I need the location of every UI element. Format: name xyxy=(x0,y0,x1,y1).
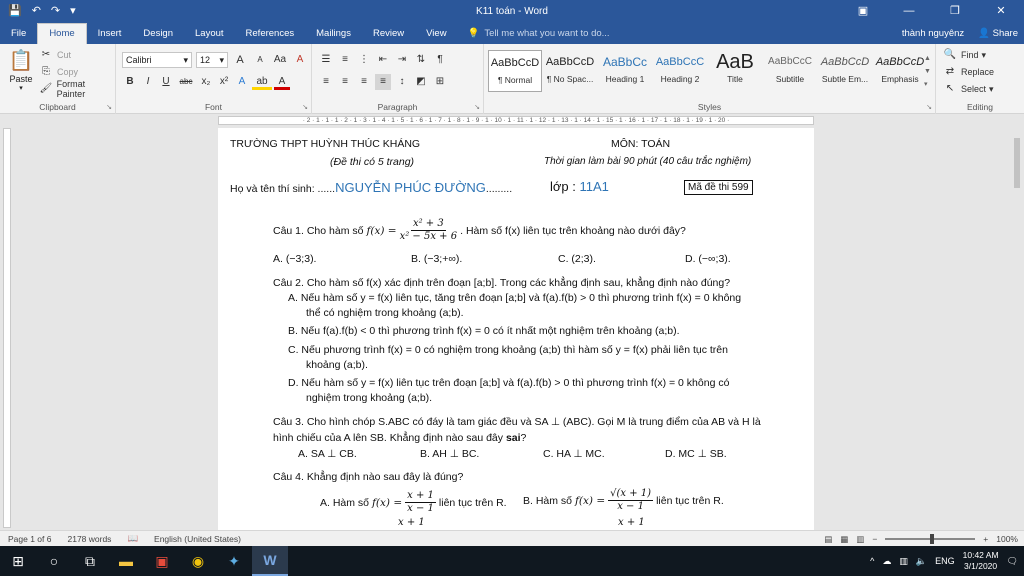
clipboard-icon: 📋 xyxy=(8,50,34,72)
file-explorer-icon[interactable]: ▬ xyxy=(119,553,133,569)
share-button[interactable] xyxy=(978,28,1018,39)
paragraph-group xyxy=(312,44,484,114)
style-subtitle[interactable] xyxy=(763,50,817,92)
styles-scroll[interactable]: ▲ ▼ ▾ xyxy=(924,55,931,88)
q4-a-denominator: x − 1 xyxy=(407,503,434,514)
q4-b-numerator: √(x + 1) xyxy=(610,488,652,499)
underline-button[interactable]: U xyxy=(162,76,170,87)
q3-option-c: C. HA ⊥ MC. xyxy=(543,448,605,460)
clear-formatting-icon[interactable]: A xyxy=(296,54,304,65)
font-size-combo[interactable] xyxy=(196,52,228,68)
lightbulb-icon: 💡 xyxy=(467,28,480,39)
numbering-icon[interactable]: ≡ xyxy=(342,54,348,65)
cut-label: Cut xyxy=(57,50,72,60)
cursor-icon: ↖ xyxy=(945,83,955,94)
q4-b-prefix: B. Hàm số xyxy=(523,494,573,507)
find-button[interactable] xyxy=(942,47,986,63)
undo-icon[interactable]: ↶ xyxy=(31,4,41,17)
q2-option-b: B. Nếu f(a).f(b) < 0 thì phương trình f(x) = 0 có ít nhất một nghiệm trên khoảng (a;b). xyxy=(288,325,680,337)
q4-a-fx: f(x) = xyxy=(372,496,403,509)
line-spacing-icon[interactable]: ↕ xyxy=(399,76,405,87)
q2-option-a-line1: A. Nếu hàm số y = f(x) liên tục, tăng trên đoạn [a;b] và f(a).f(b) > 0 thì phương trình f(x) = 0 không xyxy=(288,292,742,304)
cut-button[interactable] xyxy=(38,47,71,63)
tab-view[interactable]: View xyxy=(426,28,447,39)
highlight-icon[interactable]: ab xyxy=(252,74,272,90)
read-mode-icon[interactable]: ▤ xyxy=(824,533,833,544)
q4-a-suffix: liên tục trên R. xyxy=(438,496,507,509)
q3-option-b: B. AH ⊥ BC. xyxy=(420,448,480,460)
q3-line2-end: ? xyxy=(520,432,527,444)
q4-next-fraction-numerator: x + 1 xyxy=(398,517,425,528)
word-app-icon[interactable]: W xyxy=(252,546,288,576)
question-1 xyxy=(273,218,686,243)
paragraph-group-label: Paragraph xyxy=(377,102,418,112)
cloud-icon[interactable]: ☁ xyxy=(882,555,892,566)
decrease-indent-icon[interactable]: ⇤ xyxy=(378,54,388,65)
tab-mailings[interactable]: Mailings xyxy=(316,28,351,39)
save-icon[interactable]: 💾 xyxy=(8,4,22,17)
q1-option-c: C. (2;3). xyxy=(558,253,596,265)
clipboard-group xyxy=(0,44,116,114)
styles-group-label: Styles xyxy=(697,102,722,112)
sort-icon[interactable]: ⇅ xyxy=(416,54,426,65)
ribbon-display-options-icon[interactable]: ▣ xyxy=(857,5,869,17)
style-sample: AaBbCcD xyxy=(490,57,540,69)
zoom-out-icon[interactable]: − xyxy=(872,534,878,544)
paintbrush-icon: 🖌 xyxy=(39,83,53,94)
q3-line2-text: hình chiếu của A lên SB. Khẳng định nào sau đây xyxy=(273,432,504,444)
notifications-icon[interactable]: 🗨 xyxy=(1006,555,1018,566)
style-sample: AaBbCcD xyxy=(820,56,870,68)
style-sample: AaB xyxy=(716,51,754,73)
title-bar xyxy=(0,0,1024,22)
q1-numerator: x² + 3 xyxy=(412,218,444,229)
copy-label: Copy xyxy=(57,67,79,77)
subscript-button[interactable]: x₂ xyxy=(201,76,211,87)
q1-denominator: x² − 5x + 6 xyxy=(399,231,458,242)
format-painter-label: Format Painter xyxy=(56,79,86,99)
style-sample: AaBbCcD xyxy=(875,56,925,68)
q4-option-b xyxy=(523,488,724,513)
windows-taskbar xyxy=(0,546,1024,576)
class-value: 11A1 xyxy=(579,179,609,194)
ribbon-tabs xyxy=(0,22,1024,44)
style-name: Heading 1 xyxy=(605,74,645,84)
time-note: Thời gian làm bài 90 phút (40 câu trắc nghiệm) xyxy=(544,156,752,167)
zoom-slider-thumb[interactable] xyxy=(930,534,934,544)
style-sample: AaBbCc xyxy=(602,55,648,69)
font-group xyxy=(116,44,312,114)
tell-me-placeholder: Tell me what you want to do... xyxy=(484,28,610,39)
shading-icon[interactable]: ◩ xyxy=(416,76,426,87)
style-emphasis[interactable] xyxy=(873,50,927,92)
network-icon[interactable]: ▥ xyxy=(899,555,908,566)
q3-option-d: D. MC ⊥ SB. xyxy=(665,448,727,460)
store-icon[interactable]: ▣ xyxy=(155,552,169,569)
borders-icon[interactable]: ⊞ xyxy=(435,76,445,87)
class-line xyxy=(550,179,609,194)
ruler-scale: · 2 · 1 · 1 · 1 · 2 · 1 · 3 · 1 · 4 · 1 · 5 · 1 · 6 · 1 · 7 · 1 · 8 · 1 · 9 · 1 · 10 · 1 · 11 · 1 · 12 · 1 · 13 · 1 · 14 · 1 · 15 · 1 · 16 · 1 · 17 · 1 · 18 · 1 · 19 · 1 · 20 · xyxy=(218,116,814,125)
q4-b-denominator: x − 1 xyxy=(617,501,644,512)
restore-button[interactable]: ❐ xyxy=(950,5,960,17)
school-name: TRƯỜNG THPT HUỲNH THÚC KHÁNG xyxy=(230,138,421,150)
clock-date: 3/1/2020 xyxy=(964,561,998,571)
tell-me-box[interactable] xyxy=(458,24,620,44)
windows-start-icon[interactable]: ⊞ xyxy=(12,552,24,569)
grow-font-icon[interactable]: A xyxy=(236,54,244,66)
editing-group-label: Editing xyxy=(967,102,993,112)
scissors-icon: ✂ xyxy=(41,49,51,60)
find-label: Find xyxy=(961,50,979,60)
zoom-slider[interactable] xyxy=(885,538,975,540)
minimize-button[interactable]: — xyxy=(903,5,915,17)
customize-qat-icon[interactable]: ▾ xyxy=(70,4,76,17)
style-name: Subtitle xyxy=(775,74,805,84)
style-name: Heading 2 xyxy=(660,74,700,84)
q2-option-d-line1: D. Nếu hàm số y = f(x) liên tục trên đoạn [a;b] và f(a).f(b) > 0 thì phương trình f(x) = 0 không có xyxy=(288,377,730,389)
volume-icon[interactable]: 🔈 xyxy=(915,555,928,566)
q2-option-a-line2: thể có nghiệm trong khoảng (a;b). xyxy=(306,307,464,319)
q4-option-a xyxy=(320,490,507,515)
quick-access-toolbar xyxy=(0,6,200,17)
vertical-ruler-scale xyxy=(3,128,11,528)
exam-code: Mã đề thi 599 xyxy=(684,180,753,195)
q4-b-fx: f(x) = xyxy=(575,494,606,507)
search-icon: 🔍 xyxy=(943,49,957,60)
pages-note: (Đề thi có 5 trang) xyxy=(330,156,415,168)
style-heading-2[interactable] xyxy=(653,50,707,92)
style-name: Emphasis xyxy=(881,74,919,84)
shrink-font-icon[interactable]: A xyxy=(257,55,263,64)
q1-option-a: A. (−3;3). xyxy=(273,253,317,265)
q1-prefix: Câu 1. Cho hàm số xyxy=(273,224,364,237)
dialog-launcher-icon[interactable]: ↘ xyxy=(926,104,932,111)
style-title[interactable] xyxy=(708,50,762,92)
student-name: NGUYỄN PHÚC ĐƯỜNG xyxy=(335,180,486,195)
share-label: Share xyxy=(992,27,1018,39)
document-page[interactable] xyxy=(218,128,814,530)
style-heading-1[interactable] xyxy=(598,50,652,92)
user-name[interactable]: thành nguyênz xyxy=(901,27,965,39)
print-layout-icon[interactable]: ▦ xyxy=(840,533,849,544)
q2-stem: Câu 2. Cho hàm số f(x) xác định trên đoạn [a;b]. Trong các khẳng định sau, khẳng định nào đúng? xyxy=(273,277,731,289)
multilevel-list-icon[interactable]: ⋮ xyxy=(359,54,369,65)
system-tray xyxy=(870,546,1024,576)
align-center-icon[interactable]: ≡ xyxy=(342,76,348,87)
q1-option-b: B. (−3;+∞). xyxy=(411,253,463,265)
tab-references[interactable]: References xyxy=(245,28,295,39)
style-name: Subtle Em... xyxy=(821,74,869,84)
style-name: Title xyxy=(727,74,743,84)
chevron-up-icon[interactable]: ^ xyxy=(870,556,875,566)
format-painter-button[interactable] xyxy=(38,81,115,97)
q1-fraction xyxy=(400,218,458,243)
vertical-ruler[interactable] xyxy=(0,128,14,530)
paste-label: Paste xyxy=(9,74,33,84)
chevron-down-icon: ▾ xyxy=(981,49,987,60)
increase-indent-icon[interactable]: ⇥ xyxy=(397,54,407,65)
input-language[interactable]: ENG xyxy=(935,556,955,566)
horizontal-ruler[interactable] xyxy=(0,114,1024,127)
q4-next-fraction-numerator-2: x + 1 xyxy=(618,517,645,528)
tab-home[interactable]: Home xyxy=(37,23,86,44)
q4-a-prefix: A. Hàm số xyxy=(320,496,370,509)
style-sample: AaBbCcC xyxy=(655,56,705,68)
justify-icon[interactable]: ≡ xyxy=(375,74,391,90)
tab-file[interactable]: File xyxy=(11,28,27,39)
font-name-combo[interactable] xyxy=(122,52,192,68)
status-bar xyxy=(0,530,1024,546)
proofing-icon[interactable]: 📖 xyxy=(127,533,139,543)
paste-button[interactable] xyxy=(6,48,36,92)
name-label: Họ và tên thí sinh: ...... xyxy=(230,183,336,195)
font-size-value: 12 xyxy=(200,55,211,65)
q1-suffix: . Hàm số f(x) liên tục trên khoảng nào dưới đây? xyxy=(460,224,686,237)
q2-option-c-line1: C. Nếu phương trình f(x) = 0 có nghiệm trong khoảng (a;b) thì hàm số y = f(x) phải liên tục trên xyxy=(288,344,728,356)
redo-icon[interactable]: ↷ xyxy=(50,4,61,17)
tab-review[interactable]: Review xyxy=(372,28,405,39)
style-sample: AaBbCcD xyxy=(545,56,595,68)
language[interactable]: English (United States) xyxy=(154,533,241,544)
name-dots: ......... xyxy=(485,183,513,195)
chevron-down-icon: ▾ xyxy=(989,83,994,94)
q3-emphasis-word: sai xyxy=(505,432,521,444)
italic-button[interactable]: I xyxy=(146,76,150,87)
replace-label: Replace xyxy=(961,67,995,77)
style-sample: AaBbCcC xyxy=(768,56,812,67)
q3-line2 xyxy=(273,432,526,444)
web-layout-icon[interactable]: ▥ xyxy=(856,533,865,544)
copy-icon: ⎘ xyxy=(42,66,50,77)
word-count[interactable]: 2178 words xyxy=(67,533,112,544)
zoom-level[interactable]: 100% xyxy=(996,534,1018,544)
strikethrough-button[interactable]: abc xyxy=(179,77,193,86)
q4-b-suffix: liên tục trên R. xyxy=(656,494,724,507)
font-group-label: Font xyxy=(204,102,222,112)
clock-time: 10:42 AM xyxy=(962,550,999,560)
style-name: ¶ No Spac... xyxy=(546,74,594,84)
q1-fx: f(x) = xyxy=(366,224,397,237)
pilcrow-icon[interactable]: ¶ xyxy=(437,54,443,65)
q2-option-d-line2: nghiệm trong khoảng (a;b). xyxy=(306,392,433,404)
select-button[interactable] xyxy=(942,81,994,97)
q2-option-c-line2: khoảng (a;b). xyxy=(306,359,368,371)
editing-group xyxy=(936,44,1024,114)
dialog-launcher-icon[interactable]: ↘ xyxy=(302,104,308,111)
style-normal[interactable] xyxy=(488,50,542,92)
q3-line1: Câu 3. Cho hình chóp S.ABC có đáy là tam giác đều và SA ⊥ (ABC). Gọi M là trung điểm của AB và H là xyxy=(273,416,761,428)
chevron-down-icon: ▾ xyxy=(183,54,188,65)
text-effects-icon[interactable]: A xyxy=(238,76,246,87)
align-right-icon[interactable]: ≡ xyxy=(361,76,367,87)
app-icon[interactable]: ✦ xyxy=(228,552,240,569)
select-label: Select xyxy=(961,84,987,94)
person-icon: 👤 xyxy=(978,27,993,39)
tab-layout[interactable]: Layout xyxy=(195,28,224,39)
scroll-thumb[interactable] xyxy=(1014,138,1020,188)
font-color-icon[interactable]: A xyxy=(274,74,290,90)
tab-design[interactable]: Design xyxy=(143,28,173,39)
copy-button[interactable] xyxy=(38,64,78,80)
chrome-icon[interactable]: ◉ xyxy=(191,552,205,569)
align-left-icon[interactable]: ≡ xyxy=(323,76,329,87)
clipboard-group-label: Clipboard xyxy=(39,102,76,112)
subject: MÔN: TOÁN xyxy=(611,138,671,150)
styles-group xyxy=(484,44,936,114)
vertical-scrollbar[interactable] xyxy=(1012,128,1022,530)
superscript-button[interactable]: x² xyxy=(219,76,229,87)
tab-insert[interactable]: Insert xyxy=(97,28,122,39)
replace-button[interactable] xyxy=(942,64,994,80)
close-button[interactable]: ✕ xyxy=(996,5,1006,17)
dialog-launcher-icon[interactable]: ↘ xyxy=(106,104,112,111)
bullets-icon[interactable]: ☰ xyxy=(321,54,331,65)
window-title: K11 toán - Word xyxy=(476,5,548,17)
q4-a-fraction xyxy=(405,490,436,515)
clock[interactable] xyxy=(963,550,999,572)
chevron-down-icon: ▾ xyxy=(19,85,23,92)
q4-stem: Câu 4. Khẳng định nào sau đây là đúng? xyxy=(273,471,464,483)
candidate-line xyxy=(230,180,512,195)
style-subtle-emphasis[interactable] xyxy=(818,50,872,92)
replace-icon: ⇄ xyxy=(945,66,955,77)
zoom-in-icon[interactable]: + xyxy=(983,534,989,544)
q4-b-fraction xyxy=(608,488,653,513)
bold-button[interactable]: B xyxy=(126,76,134,87)
ribbon xyxy=(0,44,1024,114)
q3-option-a: A. SA ⊥ CB. xyxy=(298,448,357,460)
chevron-down-icon: ▾ xyxy=(219,54,224,65)
task-view-icon[interactable]: ⧉ xyxy=(85,552,95,569)
q4-a-numerator: x + 1 xyxy=(407,490,434,501)
style-name: ¶ Normal xyxy=(497,75,533,85)
class-label: lớp : xyxy=(550,179,576,194)
dialog-launcher-icon[interactable]: ↘ xyxy=(474,104,480,111)
q1-option-d: D. (−∞;3). xyxy=(685,253,731,265)
change-case-icon[interactable]: Aa xyxy=(273,54,287,65)
style-no-spacing[interactable] xyxy=(543,50,597,92)
font-name-value: Calibri xyxy=(126,55,152,65)
page-count[interactable]: Page 1 of 6 xyxy=(8,533,52,544)
search-icon[interactable]: ○ xyxy=(49,553,59,569)
